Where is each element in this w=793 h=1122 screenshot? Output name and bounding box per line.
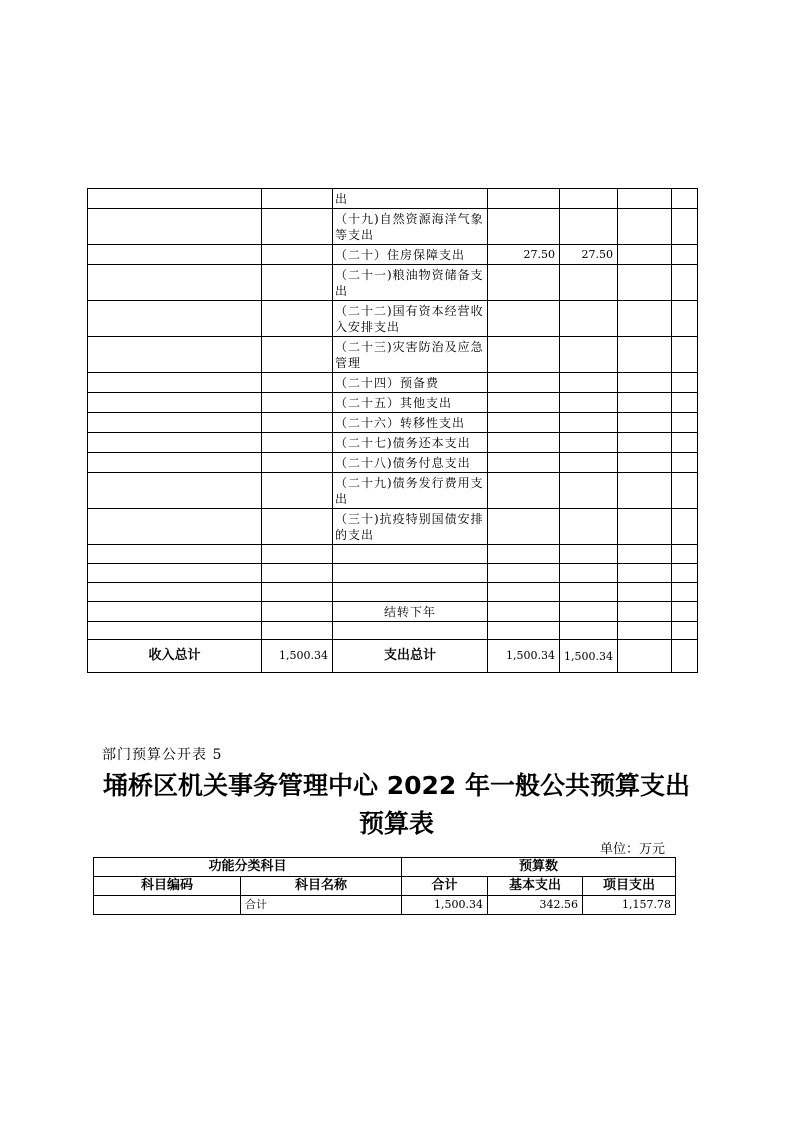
row-code <box>94 896 241 915</box>
expense-basic-value: 1,500.34 <box>560 640 618 673</box>
header-code: 科目编码 <box>94 877 241 896</box>
income-total-label: 收入总计 <box>88 640 262 673</box>
expense-item-total: 27.50 <box>488 245 560 265</box>
table-row <box>88 433 698 453</box>
income-total-value: 1,500.34 <box>262 640 333 673</box>
table-row <box>88 453 698 473</box>
row-basic: 342.56 <box>488 896 583 915</box>
expense-total-value: 1,500.34 <box>488 640 560 673</box>
table-row <box>88 509 698 545</box>
header-basic: 基本支出 <box>488 877 583 896</box>
expense-item-name: （十九)自然资源海洋气象等支出 <box>333 209 488 245</box>
table-row <box>88 545 698 564</box>
table-header-row <box>94 858 676 877</box>
table-row <box>88 473 698 509</box>
row-name: 合计 <box>241 896 402 915</box>
expense-item-name: 出 <box>333 189 488 209</box>
budget-summary-table <box>87 188 698 673</box>
table-row <box>88 373 698 393</box>
expense-item-name: （二十七)债务还本支出 <box>333 433 488 453</box>
header-total: 合计 <box>402 877 488 896</box>
table-row <box>88 564 698 583</box>
expense-item-name: （二十五）其他支出 <box>333 393 488 413</box>
table-row <box>88 265 698 301</box>
page-title <box>60 767 733 843</box>
carry-forward-label: 结转下年 <box>333 602 488 622</box>
expense-item-name: （三十)抗疫特别国债安排的支出 <box>333 509 488 545</box>
table-label: 部门预算公开表 5 <box>102 747 223 763</box>
table-row <box>88 583 698 602</box>
table-row <box>88 337 698 373</box>
unit-label: 单位：万元 <box>600 842 666 857</box>
table-row <box>88 602 698 622</box>
header-project: 项目支出 <box>583 877 676 896</box>
table-row <box>94 896 676 915</box>
expense-item-name: （二十一)粮油物资储备支出 <box>333 265 488 301</box>
table-row <box>88 393 698 413</box>
expense-item-name: （二十四）预备费 <box>333 373 488 393</box>
header-category: 功能分类科目 <box>94 858 402 877</box>
table-row <box>88 245 698 265</box>
expense-item-basic: 27.50 <box>560 245 618 265</box>
title-line-1: 埇桥区机关事务管理中心 2022 年一般公共预算支出 <box>103 771 690 800</box>
expense-item-name: （二十）住房保障支出 <box>333 245 488 265</box>
expense-item-name: （二十六）转移性支出 <box>333 413 488 433</box>
table-row <box>88 413 698 433</box>
header-budget: 预算数 <box>402 858 676 877</box>
budget-expense-table <box>93 857 676 915</box>
table-row <box>88 622 698 640</box>
table-header-row <box>94 877 676 896</box>
table-row <box>88 189 698 209</box>
expense-item-name: （二十八)债务付息支出 <box>333 453 488 473</box>
expense-item-name: （二十二)国有资本经营收入安排支出 <box>333 301 488 337</box>
expense-total-label: 支出总计 <box>333 640 488 673</box>
expense-item-name: （二十九)债务发行费用支出 <box>333 473 488 509</box>
header-name: 科目名称 <box>241 877 402 896</box>
row-total: 1,500.34 <box>402 896 488 915</box>
expense-item-name: （二十三)灾害防治及应急管理 <box>333 337 488 373</box>
table-row <box>88 209 698 245</box>
title-line-2: 预算表 <box>358 809 434 838</box>
table-row <box>88 301 698 337</box>
total-row <box>88 640 698 673</box>
row-project: 1,157.78 <box>583 896 676 915</box>
